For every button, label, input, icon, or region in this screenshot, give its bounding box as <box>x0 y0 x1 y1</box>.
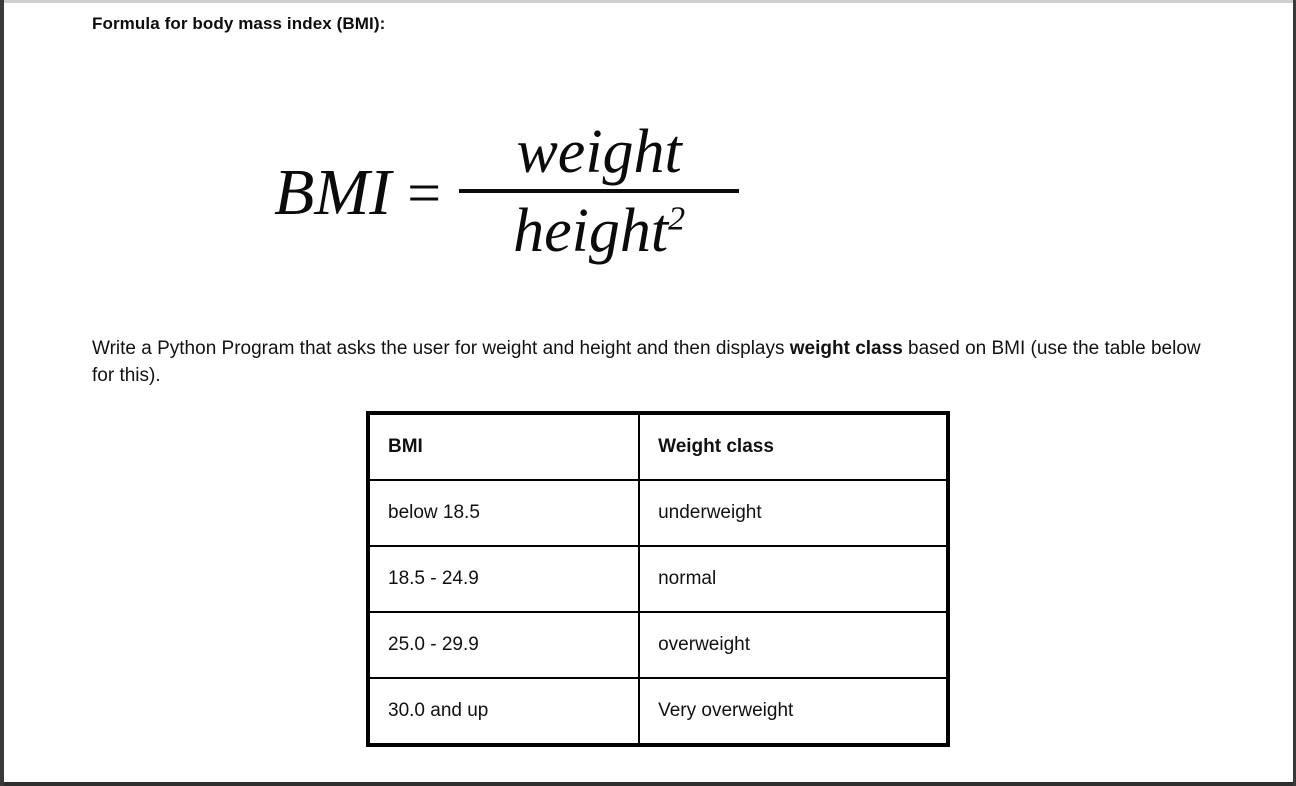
table-row <box>368 678 948 745</box>
formula-equals-sign: = <box>407 159 442 226</box>
formula-denominator-base: height <box>513 197 669 266</box>
table-cell-bmi-range: below 18.5 <box>368 480 639 546</box>
instruction-text-emphasis: weight class <box>789 338 903 359</box>
formula-denominator <box>503 193 695 265</box>
bmi-table-wrapper <box>366 411 950 747</box>
table-cell-weight-class: Very overweight <box>639 678 948 745</box>
instruction-text-part2: based on BMI (use the table below for this). <box>92 338 1201 386</box>
table-header-bmi: BMI <box>368 413 639 480</box>
table-header-weight-class: Weight class <box>639 413 948 480</box>
bmi-weight-class-table <box>366 411 950 747</box>
table-cell-weight-class: normal <box>639 546 948 612</box>
formula-fraction <box>459 120 739 265</box>
table-row <box>368 612 948 678</box>
table-cell-weight-class: underweight <box>639 480 948 546</box>
formula-numerator: weight <box>516 118 682 186</box>
formula-denominator-exponent: 2 <box>668 200 686 238</box>
table-row <box>368 546 948 612</box>
formula-left-side: BMI <box>274 155 392 229</box>
table-cell-bmi-range: 18.5 - 24.9 <box>368 546 639 612</box>
instruction-paragraph <box>92 336 1207 390</box>
bmi-formula <box>274 120 739 265</box>
page-title: Formula for body mass index (BMI): <box>92 14 386 33</box>
table-cell-bmi-range: 25.0 - 29.9 <box>368 612 639 678</box>
table-cell-weight-class: overweight <box>639 612 948 678</box>
table-cell-bmi-range: 30.0 and up <box>368 678 639 745</box>
table-header-row <box>368 413 948 480</box>
instruction-text-part1: Write a Python Program that asks the user for weight and height and then displays <box>92 338 790 359</box>
table-row <box>368 480 948 546</box>
